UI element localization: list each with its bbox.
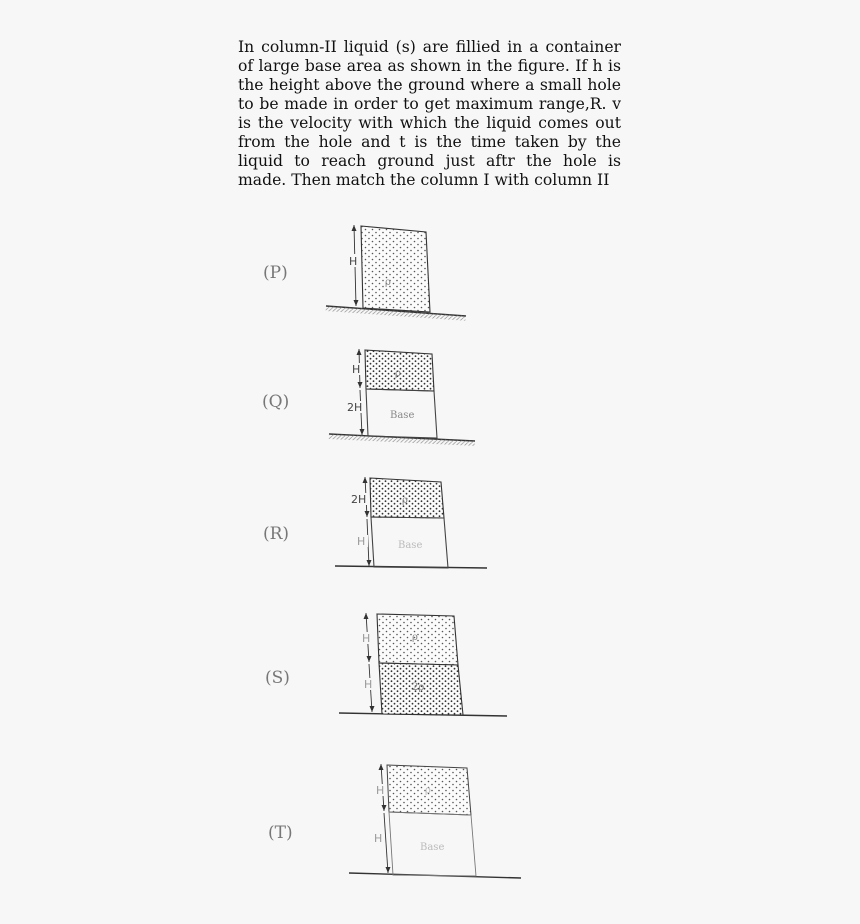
ground-hatch xyxy=(329,434,475,446)
base-label: Base xyxy=(390,410,415,421)
option-label: (T) xyxy=(268,823,293,843)
option-label: (Q) xyxy=(262,392,290,412)
dimension-label: H xyxy=(357,535,366,548)
base-label: Base xyxy=(398,540,423,551)
arrow-head xyxy=(357,349,362,355)
arrow-head xyxy=(354,300,359,306)
option-p xyxy=(263,225,466,321)
liquid-density-label: ρ xyxy=(402,495,408,506)
option-label: (S) xyxy=(265,668,290,688)
option-label: (P) xyxy=(263,263,288,283)
dimension-label: H xyxy=(349,255,358,268)
liquid-density-label: ρ xyxy=(385,277,391,288)
base-label: Base xyxy=(420,842,445,853)
arrow-head xyxy=(367,560,372,566)
liquid-density-label: ρ xyxy=(395,368,401,379)
liquid-column xyxy=(361,226,430,312)
arrow-head xyxy=(370,706,375,712)
arrow-head xyxy=(367,656,372,662)
dimension-label: H xyxy=(374,832,383,845)
question-text: In column-II liquid (s) are fillied in a container of large base area as shown in the figure. If h is the height above the ground where a small hole to be made in order to get maximum range,R. v is the velocity with which the liquid comes out from the hole and t is the time taken by the liquid to reach ground just aftr the hole is made. Then match the column I with column II xyxy=(238,38,621,189)
option-r xyxy=(263,477,487,568)
option-t xyxy=(268,764,521,878)
arrow-head xyxy=(379,764,384,770)
option-q xyxy=(262,349,475,446)
dimension-label: H xyxy=(376,784,385,797)
dimension-label: H xyxy=(362,632,371,645)
arrow-head xyxy=(364,613,369,619)
arrow-head xyxy=(365,511,370,517)
liquid-density-label: 2ρ xyxy=(412,682,425,693)
arrow-head xyxy=(352,225,357,231)
option-label: (R) xyxy=(263,524,290,544)
arrow-head xyxy=(386,867,391,873)
dimension-arrow xyxy=(384,813,388,873)
dimension-label: 2H xyxy=(351,493,367,506)
liquid-density-label: ρ xyxy=(412,632,418,643)
dimension-label: 2H xyxy=(347,401,363,414)
option-s xyxy=(265,613,507,716)
dimension-label: H xyxy=(364,678,373,691)
arrow-head xyxy=(358,382,363,388)
dimension-label: H xyxy=(352,363,361,376)
arrow-head xyxy=(360,429,365,435)
arrow-head xyxy=(382,805,387,811)
arrow-head xyxy=(363,477,368,483)
liquid-density-label: ρ xyxy=(425,785,431,796)
